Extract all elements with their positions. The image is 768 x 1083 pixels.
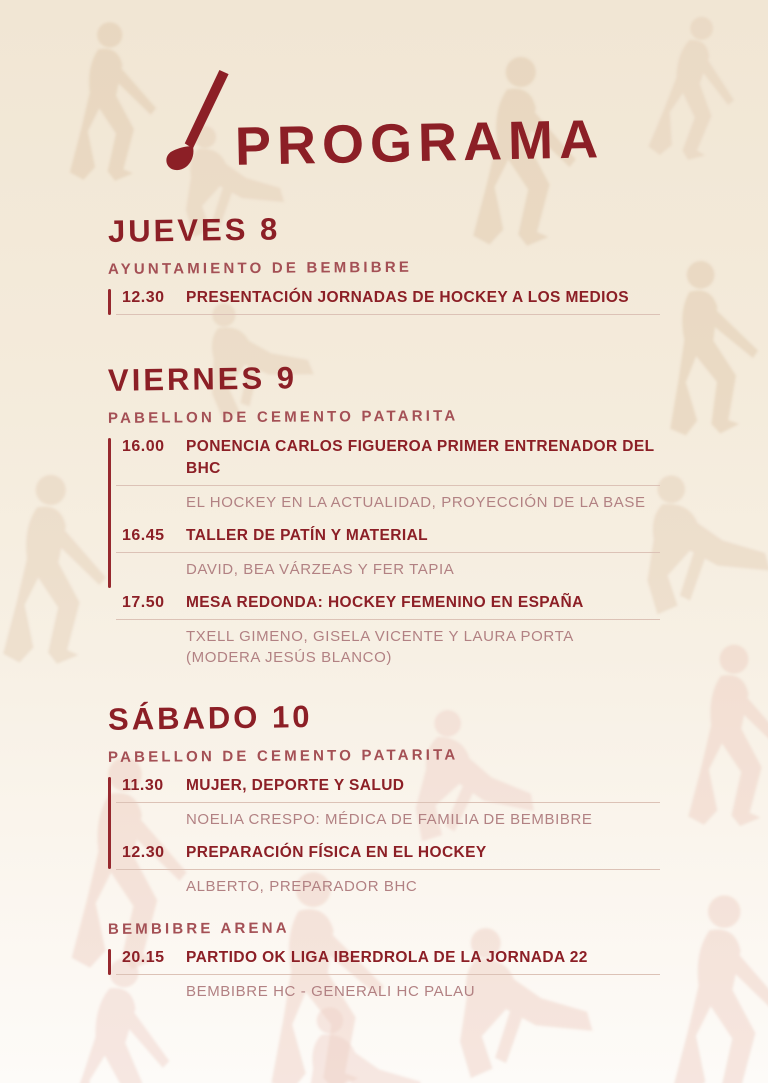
event-time: 12.30	[122, 844, 165, 861]
event-detail: EL HOCKEY EN LA ACTUALIDAD, PROYECCIÓN DE LA BASE	[186, 494, 646, 511]
day-heading: SÁBADO 10	[107, 699, 313, 737]
event-title: MESA REDONDA: HOCKEY FEMENINO EN ESPAÑA	[186, 594, 584, 611]
event-divider	[116, 974, 660, 975]
event-row	[122, 592, 660, 668]
event-time: 12.30	[122, 289, 165, 306]
event-divider	[116, 802, 660, 803]
day-heading: JUEVES 8	[107, 211, 281, 249]
venue-name: AYUNTAMIENTO DE BEMBIBRE	[107, 258, 413, 278]
event-detail: DAVID, BEA VÁRZEAS Y FER TAPIA	[186, 561, 455, 578]
event-row	[122, 287, 660, 315]
event-divider	[116, 869, 660, 870]
venue-name: PABELLON DE CEMENTO PATARITA	[107, 407, 459, 427]
venue-name: BEMBIBRE ARENA	[107, 919, 290, 938]
event-title: PREPARACIÓN FÍSICA EN EL HOCKEY	[186, 844, 487, 861]
event-divider	[116, 619, 660, 620]
event-time: 16.00	[122, 438, 165, 455]
section-sabado	[108, 698, 660, 1002]
event-title: MUJER, DEPORTE Y SALUD	[186, 777, 405, 794]
event-title: PARTIDO OK LIGA IBERDROLA DE LA JORNADA 22	[186, 949, 588, 966]
event-divider	[116, 314, 660, 315]
hockey-stick-icon	[165, 70, 231, 174]
event-detail: BEMBIBRE HC - GENERALI HC PALAU	[186, 983, 476, 1000]
section-jueves	[108, 210, 660, 315]
events-group	[108, 947, 660, 1002]
event-divider	[116, 552, 660, 553]
event-row	[122, 947, 660, 1002]
event-title: TALLER DE PATÍN Y MATERIAL	[186, 527, 429, 544]
event-row	[122, 842, 660, 897]
events-group	[108, 287, 660, 315]
poster-content	[0, 62, 768, 1002]
venue-name: PABELLON DE CEMENTO PATARITA	[107, 746, 459, 766]
event-row	[122, 436, 660, 513]
event-title: PRESENTACIÓN JORNADAS DE HOCKEY A LOS MEDIOS	[186, 289, 630, 306]
event-detail: TXELL GIMENO, GISELA VICENTE Y LAURA PORTA	[186, 628, 574, 645]
event-title: PONENCIA CARLOS FIGUEROA PRIMER ENTRENADOR DEL BHC	[186, 438, 655, 477]
event-row	[122, 525, 660, 580]
section-viernes	[108, 359, 660, 668]
event-time: 20.15	[122, 949, 165, 966]
event-detail: NOELIA CRESPO: MÉDICA DE FAMILIA DE BEMBIBRE	[186, 811, 593, 828]
event-divider	[116, 485, 660, 486]
day-heading: VIERNES 9	[107, 360, 298, 398]
poster-title: PROGRAMA	[233, 109, 605, 177]
event-row	[122, 775, 660, 830]
event-time: 16.45	[122, 527, 165, 544]
event-time: 11.30	[122, 777, 164, 794]
events-group	[108, 775, 660, 897]
poster-title-block	[108, 62, 660, 177]
event-detail: ALBERTO, PREPARADOR BHC	[186, 878, 418, 895]
event-time: 17.50	[122, 594, 165, 611]
events-group	[108, 436, 660, 668]
event-detail: (MODERA JESÚS BLANCO)	[186, 649, 392, 666]
